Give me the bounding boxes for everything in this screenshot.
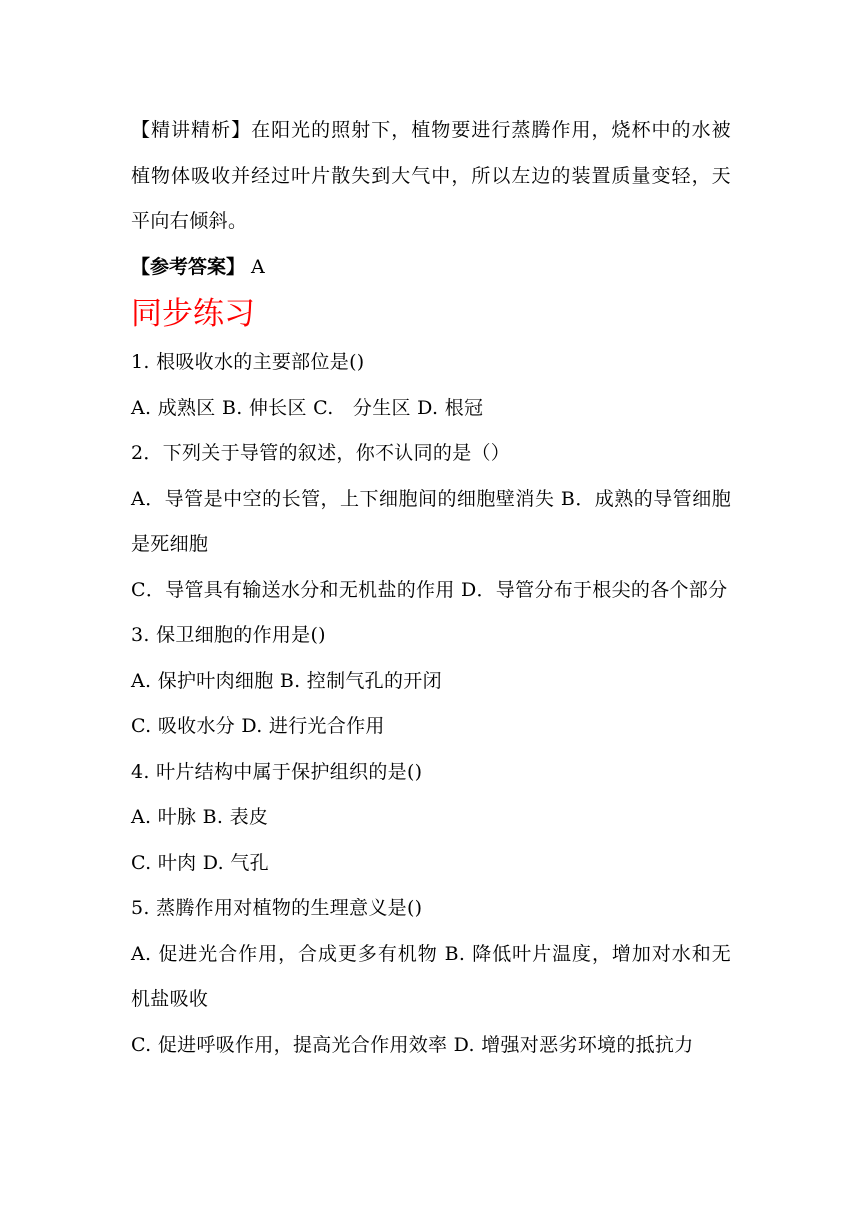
question-4-options-ab: A. 叶脉 B. 表皮 (131, 806, 269, 828)
analysis-text: 在阳光的照射下，植物要进行蒸腾作用，烧杯中的水被植物体吸收并经过叶片散失到大气中，所以左边的装置质量变轻，天平向右倾斜。 (131, 119, 731, 232)
question-5-options-ab: A. 促进光合作用，合成更多有机物 B. 降低叶片温度，增加对水和无机盐吸收 (131, 942, 731, 1010)
document-content (131, 108, 731, 1068)
reference-answer-label: 【参考答案】 (131, 255, 246, 278)
question-3-stem: 3. 保卫细胞的作用是() (131, 624, 326, 646)
analysis-label: 【精讲精析】 (131, 119, 252, 141)
section-title: 同步练习 (131, 296, 255, 332)
question-4-options-cd: C. 叶肉 D. 气孔 (131, 851, 269, 874)
question-1-stem: 1. 根吸收水的主要部位是() (131, 351, 365, 373)
analysis-paragraph (131, 108, 731, 245)
question-2-options-ab: A．导管是中空的长管，上下细胞间的细胞壁消失 B．成熟的导管细胞是死细胞 (131, 487, 731, 555)
reference-answer (131, 245, 731, 291)
question-4-stem: 4. 叶片结构中属于保护组织的是() (131, 760, 423, 783)
reference-answer-value: A (245, 255, 265, 278)
question-3-options-cd: C. 吸收水分 D. 进行光合作用 (131, 715, 385, 737)
question-3-options-ab: A. 保护叶肉细胞 B. 控制气孔的开闭 (131, 669, 442, 692)
question-1-options: A. 成熟区 B. 伸长区 C. 分生区 D. 根冠 (131, 396, 484, 419)
question-5-stem: 5. 蒸腾作用对植物的生理意义是() (131, 897, 423, 919)
question-2-stem: 2．下列关于导管的叙述，你不认同的是（） (131, 442, 511, 464)
question-2-options-cd: C．导管具有输送水分和无机盐的作用 D．导管分布于根尖的各个部分 (131, 578, 728, 601)
question-5-options-cd: C. 促进呼吸作用，提高光合作用效率 D. 增强对恶劣环境的抵抗力 (131, 1033, 694, 1056)
